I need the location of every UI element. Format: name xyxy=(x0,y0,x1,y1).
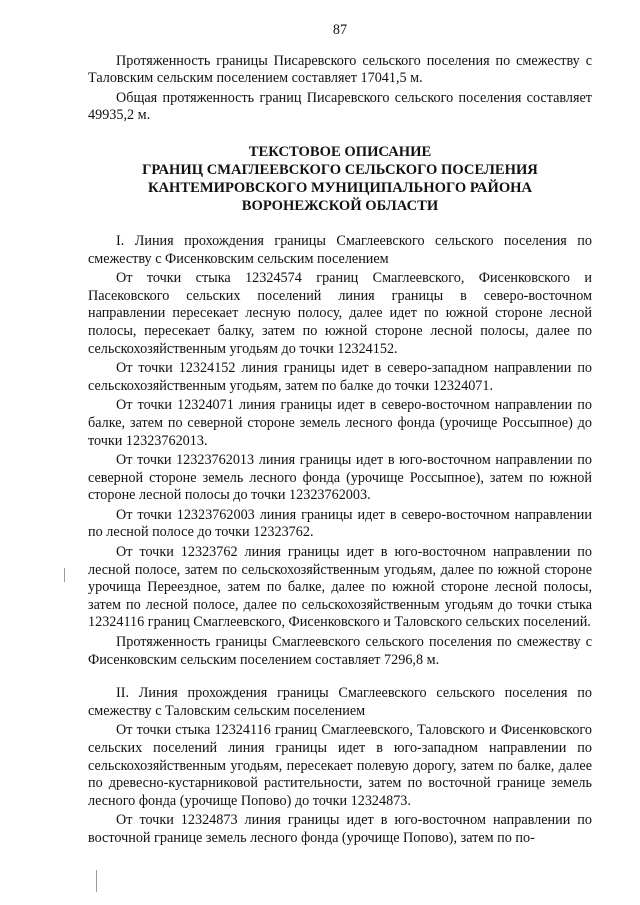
section-1-heading: I. Линия прохождения границы Смаглеевского сельского поселения по смежеству с Фисенковским сельским поселением xyxy=(88,232,592,267)
scan-mark-bottom xyxy=(96,870,97,892)
section-1-paragraph-5: От точки 12323762003 линия границы идет в северо-восточном направлении по лесной полосе до точки 12323762. xyxy=(88,506,592,541)
title-line-3: КАНТЕМИРОВСКОГО МУНИЦИПАЛЬНОГО РАЙОНА xyxy=(147,179,533,196)
title-line-4: ВОРОНЕЖСКОЙ ОБЛАСТИ xyxy=(241,197,439,214)
section-1-paragraph-7: Протяженность границы Смаглеевского сельского поселения по смежеству с Фисенковским сельским поселением составляет 7296,8 м. xyxy=(88,634,592,668)
section-1-paragraph-4: От точки 12323762013 линия границы идет в юго-восточном направлении по северной стороне земель лесного фонда (урочище Россыпное), затем по южной стороне лесной полосы до точки 12323762003. xyxy=(88,452,592,504)
section-gap xyxy=(88,671,592,685)
section-1-paragraph-2: От точки 12324152 линия границы идет в северо-западном направлении по сельскохозяйственным угодьям, затем по балке до точки 12324071. xyxy=(88,360,592,394)
section-2-heading: II. Линия прохождения границы Смаглеевского сельского поселения по смежеству с Таловским сельским поселением xyxy=(88,685,592,719)
intro-paragraph-1: Протяженность границы Писаревского сельского поселения по смежеству с Таловским сельским поселением составляет 17041,5 м. xyxy=(88,52,592,87)
document-title xyxy=(88,143,592,215)
intro-paragraph-2: Общая протяженность границ Писаревского сельского поселения составляет 49935,2 м. xyxy=(88,89,592,124)
scan-mark-left xyxy=(64,568,65,582)
document-page xyxy=(88,22,592,850)
title-line-1: ТЕКСТОВОЕ ОПИСАНИЕ xyxy=(248,143,432,160)
section-1-paragraph-6: От точки 12323762 линия границы идет в юго-восточном направлении по лесной полосе, затем по сельскохозяйственным угодьям, далее по южной стороне урочища Переездное, затем по балке, далее по южной стороне лесной полосы, затем по лесной полосе, далее по сельскохозяйственным угодьям до точки стыка 12324116 границ Смаглеевского, Фисенковского и Таловского сельских поселений. xyxy=(88,544,592,631)
page-number: 87 xyxy=(332,22,348,38)
section-2-paragraph-2: От точки 12324873 линия границы идет в юго-восточном направлении по восточной границе земель лесного фонда (урочище Попово), затем по по- xyxy=(88,812,592,846)
section-1-paragraph-1: От точки стыка 12324574 границ Смаглеевского, Фисенковского и Пасековского сельских поселений линия границы в северо-восточном направлении пересекает лесную полосу, далее идет по южной стороне лесной полосы, пересекает балку, затем по южной стороне лесной полосы, далее по сельскохозяйственным угодьям до точки 12324152. xyxy=(88,270,592,357)
title-line-2: ГРАНИЦ СМАГЛЕЕВСКОГО СЕЛЬСКОГО ПОСЕЛЕНИЯ xyxy=(142,161,538,178)
section-2-paragraph-1: От точки стыка 12324116 границ Смаглеевского, Таловского и Фисенковского сельских поселений линия границы идет в юго-западном направлении по сельскохозяйственным угодьям, пересекает полевую дорогу, затем по балке, далее по древесно-кустарниковой растительности, затем по восточной границе земель лесного фонда (урочище Попово) до точки 12324873. xyxy=(88,722,592,809)
section-1-paragraph-3: От точки 12324071 линия границы идет в северо-восточном направлении по балке, затем по северной стороне земель лесного фонда (урочище Россыпное) до точки 12323762013. xyxy=(88,397,592,449)
